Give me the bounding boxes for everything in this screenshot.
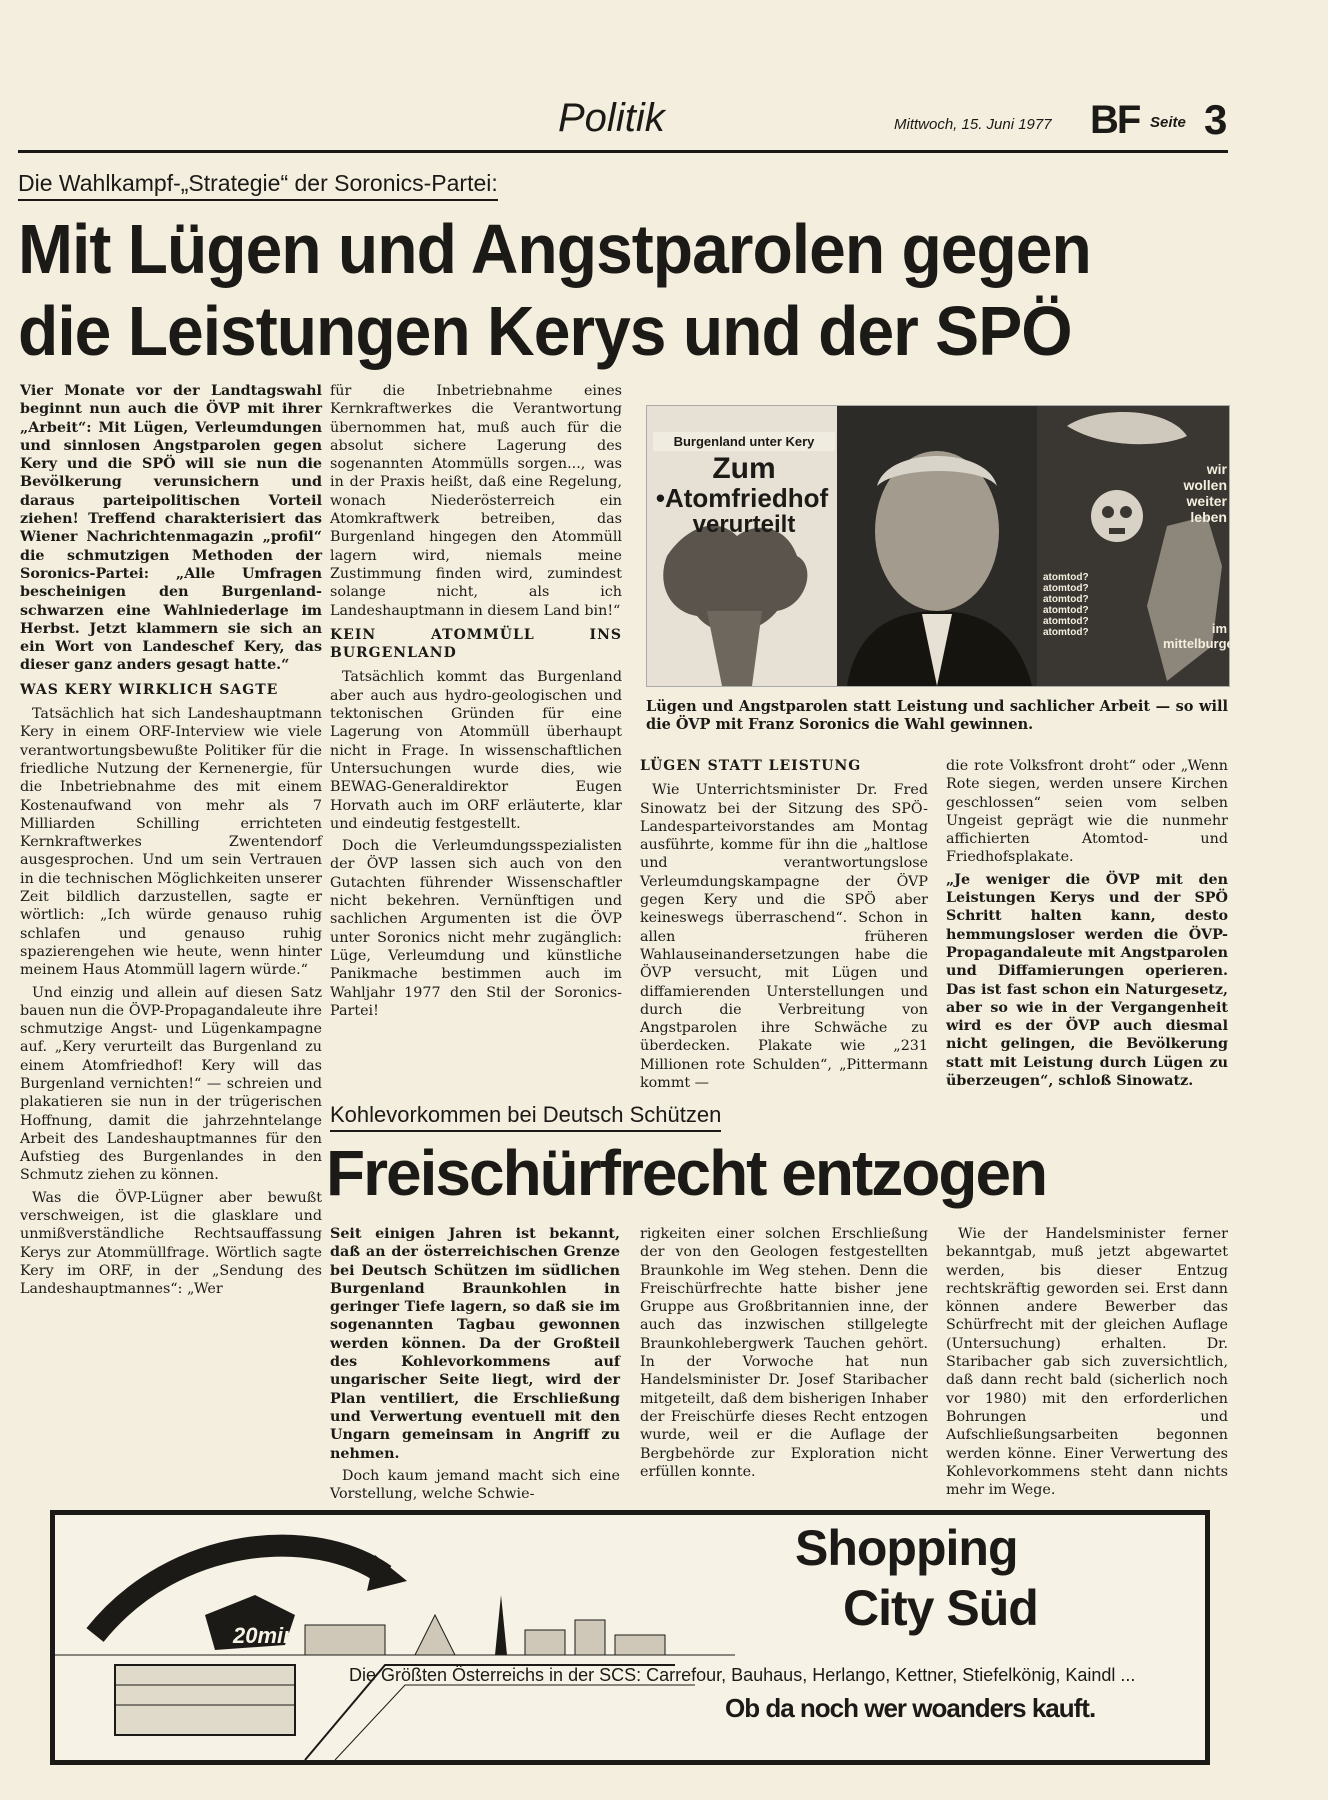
subheading: WAS KERY WIRKLICH SAGTE	[20, 681, 279, 698]
paragraph: Tatsächlich kommt das Burgenland aber auch aus hydro-geologischen und tektonischen Gründen für eine Lagerung von Atommüll überhaupt nicht in Frage. In wissenschaftlichen Untersuchungen wurde dies, wie BEWAG-Generaldirektor Eugen Horvath auch im ORF erläuterte, klar und eindeutig festgestellt.	[330, 669, 622, 832]
article-lead: Vier Monate vor der Landtagswahl beginnt nun auch die ÖVP mit ihrer „Arbeit“: Mit Lügen, Verleumdungen und sinnlosen Angstparolen gegen Kery und die SPÖ will sie nun die Bevölkerung verunsichern und daraus parteipolitischen Vorteil ziehen! Treffend charakterisiert das Wiener Nachrichtenmagazin „profil“ die schmutzigen Methoden der Soronics-Partei: „Alle Umfragen bescheinigen den Burgenland-schwarzen eine Wahlniederlage im Herbst. Jetzt klammern sie sich an ein Wort von Landeschef Kery, das dieser ganz anders gesagt hatte.“	[20, 383, 322, 674]
article2-column-3	[946, 1225, 1228, 1503]
ad-travel-time-badge: 20min	[233, 1623, 297, 1648]
ad-skyline-illustration	[55, 1515, 735, 1760]
header-rule	[18, 150, 1228, 153]
headline-line-2: die Leistungen Kerys und der SPÖ	[18, 292, 1072, 370]
ad-tagline: Die Größten Österreichs in der SCS: Carrefour, Bauhaus, Herlango, Kettner, Stiefelkönig, Kaindl ...	[349, 1665, 1136, 1685]
poster-atomtod-line: atomtod?	[1043, 594, 1089, 605]
poster-line-3: verurteilt	[692, 511, 796, 538]
paragraph: Wie der Handelsminister ferner bekanntgab, muß jetzt abgewartet werden, bis dieser Entzug rechtskräftig geworden sei. Erst dann können andere Bewerber das Schürfrecht mit der gleichen Auflage (Untersuchung) erhalten. Dr. Staribacher gab sich zuversichtlich, daß dann recht bald (sicherlich noch vor 1980) mit den erforderlichen Bohrungen und Aufschließungsarbeiten begonnen werden könne. Einer Verwertung des Kohlevorkommens steht dann nichts mehr im Wege.	[946, 1226, 1228, 1499]
article-column-4	[946, 757, 1228, 1094]
brand-logo: BF	[1090, 98, 1140, 142]
article2-column-1	[330, 1225, 620, 1507]
article2-lead: Seit einigen Jahren ist bekannt, daß an der österreichischen Grenze bei Deutsch Schützen im südlichen Burgenland Braunkohlen in geringer Tiefe lagern, so daß sie im sogenannten Tagbau gewonnen werden können. Da der Großteil des Kohlevorkommens auf ungarischer Seite liegt, wird der Plan ventiliert, die Erschließung und Verwertung eventuell mit den Ungarn gemeinsam in Angriff zu nehmen.	[330, 1226, 620, 1462]
poster-right-bottom: im mittelburgenland	[1163, 621, 1269, 651]
article-column-3	[640, 757, 928, 1096]
subheading: LÜGEN STATT LEISTUNG	[640, 758, 862, 774]
page-number: 3	[1204, 96, 1228, 143]
article2-headline: Freischürfrecht entzogen	[326, 1137, 1047, 1209]
paragraph: rigkeiten einer solchen Erschließung der von den Geologen festgestellten Braunkohle im Weg stehen. Denn die Freischürfrechte hatte bisher jene Gruppe aus Großbritannien inne, der auch das inzwischen stillgelegte Braunkohlebergwerk Tauchen gehört. In der Vorwoche hat nun Handelsminister Dr. Josef Staribacher mitgeteilt, daß dem bisherigen Inhaber der Freischürfe dieses Recht entzogen wurde, weil er die Auflage der Bergbehörde zur Exploration nicht erfüllen konnte.	[640, 1226, 928, 1480]
ad-title-line-1: Shopping	[795, 1520, 1018, 1576]
poster-atomtod-line: atomtod?	[1043, 572, 1089, 583]
article-column-1	[20, 382, 322, 1303]
paragraph: Und einzig und allein auf diesen Satz bauen nun die ÖVP-Propagandaleute ihre schmutzige Angst- und Lügenkampagne auf. „Kery verurteilt das Burgenland zu einem Atomfriedhof! Kery will das Burgenland vernichten!“ — schreien und plakatieren sie nun in der trügerischen Hoffnung, damit die jahrzehntelange Arbeit des Landeshauptmannes für den Aufstieg des Burgenlandes in den Schmutz ziehen zu können.	[20, 984, 322, 1184]
paragraph: Was die ÖVP-Lügner aber bewußt verschweigen, ist die glasklare und unmißverständliche Rechtsauffassung Kerys zur Atommüllfrage. Wörtlich sagte Kery im ORF, in der „Sendung des Landeshauptmannes“: „Wer	[20, 1189, 322, 1298]
paragraph: Doch die Verleumdungsspezialisten der ÖVP lassen sich auch von den Gutachten führender Wissenschaftler nicht bekehren. Vernünftigen und sachlichen Argumenten ist die ÖVP unter Soronics nicht mehr zugänglich: Lüge, Verleumdung und künstliche Panikmache bestimmen auch im Wahljahr 1977 den Stil der Soronics-Partei!	[330, 838, 622, 1019]
poster-top: Burgenland unter Kery	[653, 432, 835, 451]
poster-atomtod-line: atomtod?	[1043, 627, 1089, 638]
ad-title-line-2: City Süd	[843, 1580, 1038, 1636]
poster-line-2: •Atomfriedhof	[655, 483, 829, 513]
poster-line-1: Zum	[712, 452, 776, 485]
poster-atomtod-line: atomtod?	[1043, 605, 1089, 616]
article2-kicker: Kohlevorkommen bei Deutsch Schützen	[330, 1102, 721, 1132]
paragraph: die rote Volksfront droht“ oder „Wenn Rote siegen, werden unsere Kirchen geschlossen“ seien vom selben Ungeist geprägt wie die nunmehr affichierten Atomtod- und Friedhofsplakate.	[946, 758, 1228, 866]
photo-caption: Lügen und Angstparolen statt Leistung und sachlicher Arbeit — so will die ÖVP mit Franz Soronics die Wahl gewinnen.	[646, 698, 1228, 733]
section-title: Politik	[558, 96, 665, 140]
paragraph: Tatsächlich hat sich Landeshauptmann Kery in einem ORF-Interview wie viele verantwortungsbewußte Politiker für die friedliche Nutzung der Kernenergie, für die Inbetriebnahme des mit einem Kostenaufwand von mehr als 7 Milliarden Schilling errichteten Kernkraftwerkes Zwentendorf ausgesprochen. Und um sein Vertrauen in die technischen Möglichkeiten unserer Zeit bildlich darzustellen, sagte er wörtlich: „Ich würde genauso ruhig schlafen und genauso ruhig spazierengehen wie heute, wenn hinter meinem Haus Atommüll lagern würde.“	[20, 706, 322, 979]
issue-date: Mittwoch, 15. Juni 1977	[894, 116, 1052, 133]
closing-quote: „Je weniger die ÖVP mit den Leistungen Kerys und der SPÖ Schritt halten kann, desto hemmungsloser werden die ÖVP-Propagandaleute mit Angstparolen und Diffamierungen operieren. Das ist fast schon ein Naturgesetz, aber so wie in der Vergangenheit wird es der ÖVP auch diesmal nicht gelingen, die Bevölkerung statt mit Leistung durch Lügen zu überzeugen“, schloß Sinowatz.	[946, 871, 1228, 1090]
paragraph: Wie Unterrichtsminister Dr. Fred Sinowatz bei der Sitzung des SPÖ-Landesparteivorstandes am Montag ausführte, komme für ihn die „haltlose und verantwortungslose Verleumdungskampagne der ÖVP gegen Kery und die SPÖ aber keineswegs überraschend“. Schon in allen früheren Wahlauseinandersetzungen habe die ÖVP versucht, mit Lügen und diffamierenden Unterstellungen und durch die Verbreitung von Angstparolen ihre Schwäche zu überdecken. Plakate wie „231 Millionen rote Schulden“, „Pittermann kommt —	[640, 782, 928, 1092]
poster-atomtod-line: atomtod?	[1043, 616, 1089, 627]
news-photo	[646, 405, 1269, 687]
ad-slogan: Ob da noch wer woanders kauft.	[725, 1693, 1096, 1723]
poster-right-top: wir wollen weiter leben	[1183, 461, 1227, 525]
page-header	[18, 96, 1228, 146]
shopping-city-ad	[50, 1510, 1210, 1765]
subheading: KEIN ATOMMÜLL INS BURGENLAND	[330, 626, 622, 662]
page-label: Seite	[1150, 114, 1186, 131]
paragraph: Doch kaum jemand macht sich eine Vorstellung, welche Schwie-	[330, 1467, 620, 1503]
article-headline	[18, 208, 1228, 372]
poster-atomtod	[1043, 572, 1089, 638]
headline-line-1: Mit Lügen und Angstparolen gegen	[18, 210, 1091, 288]
paragraph: für die Inbetriebnahme eines Kernkraftwerkes die Verantwortung übernommen hat, muß auch für die absolut sichere Lagerung des sogenannten Atommülls sorgen..., was in der Praxis heißt, daß eine Regelung, wonach Niederösterreich ein Atomkraftwerk betreiben, das Burgenland hingegen den Atommüll lagern wird, niemals meine Zustimmung finden wird, zumindest solange nicht, als ich Landeshauptmann in diesem Land bin!“	[330, 383, 622, 619]
article-column-2	[330, 382, 622, 1024]
poster-atomtod-line: atomtod?	[1043, 583, 1089, 594]
article-kicker: Die Wahlkampf-„Strategie“ der Soronics-Partei:	[18, 170, 498, 201]
article2-column-2	[640, 1225, 928, 1485]
